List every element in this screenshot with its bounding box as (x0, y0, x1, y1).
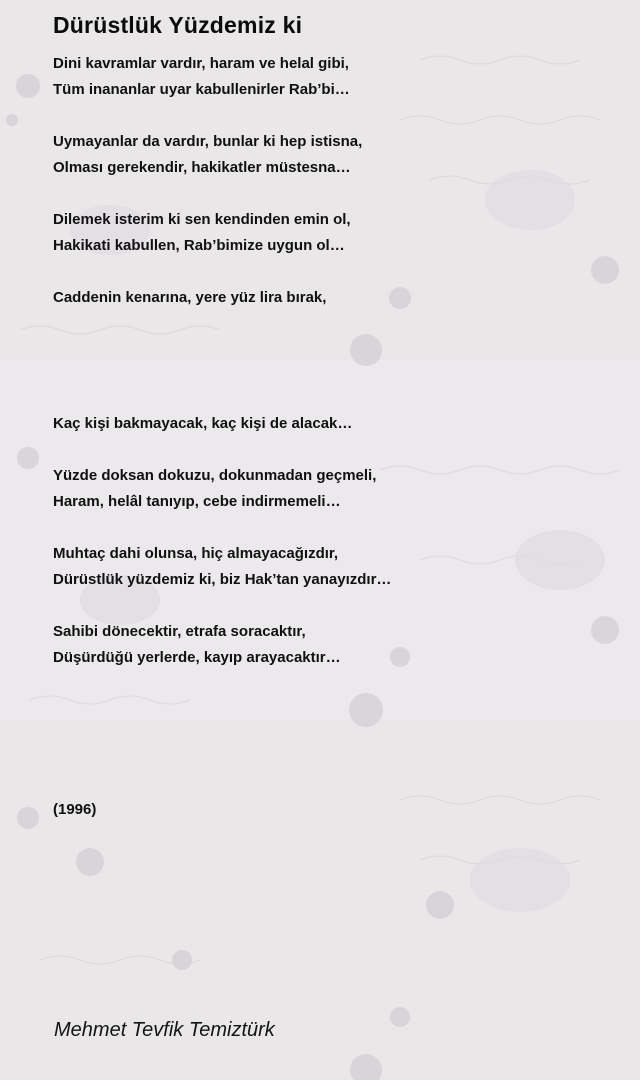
poem-year (53, 797, 96, 823)
poem-line: Hakikati kabullen, Rab’bimize uygun ol… (53, 237, 345, 254)
poem-line: Dilemek isterim ki sen kendinden emin ol, (53, 211, 351, 228)
poem-line: Sahibi dönecektir, etrafa soracaktır, (53, 623, 306, 640)
stanza-4 (53, 285, 326, 311)
stanza-1 (53, 51, 350, 103)
poem-author: Mehmet Tevfik Temiztürk (54, 1019, 275, 1041)
poem-line: Düşürdüğü yerlerde, kayıp arayacaktır… (53, 649, 341, 666)
poem-line: Muhtaç dahi olunsa, hiç almayacağızdır, (53, 545, 339, 562)
stanza-8 (53, 619, 341, 671)
poem-year-text: (1996) (53, 801, 97, 818)
poem-line: Haram, helâl tanıyıp, cebe indirmemeli… (53, 493, 341, 510)
poem-line: Dini kavramlar vardır, haram ve helal gibi, (53, 55, 349, 72)
poem-line: Uymayanlar da vardır, bunlar ki hep istisna, (53, 133, 363, 150)
stanza-2 (53, 129, 362, 181)
poem-title: Dürüstlük Yüzdemiz ki (53, 12, 303, 38)
poem-line: Tüm inananlar uyar kabullenirler Rab’bi… (53, 81, 350, 98)
stanza-3 (53, 207, 351, 259)
poem-line: Kaç kişi bakmayacak, kaç kişi de alacak… (53, 415, 353, 432)
poem-line: Olması gerekendir, hakikatler müstesna… (53, 159, 351, 176)
stanza-5 (53, 411, 352, 437)
poem-line: Yüzde doksan dokuzu, dokunmadan geçmeli, (53, 467, 377, 484)
stanza-6 (53, 463, 376, 515)
stanza-7 (53, 541, 391, 593)
poem-line: Caddenin kenarına, yere yüz lira bırak, (53, 289, 327, 306)
poem-line: Dürüstlük yüzdemiz ki, biz Hak’tan yanayızdır… (53, 571, 392, 588)
